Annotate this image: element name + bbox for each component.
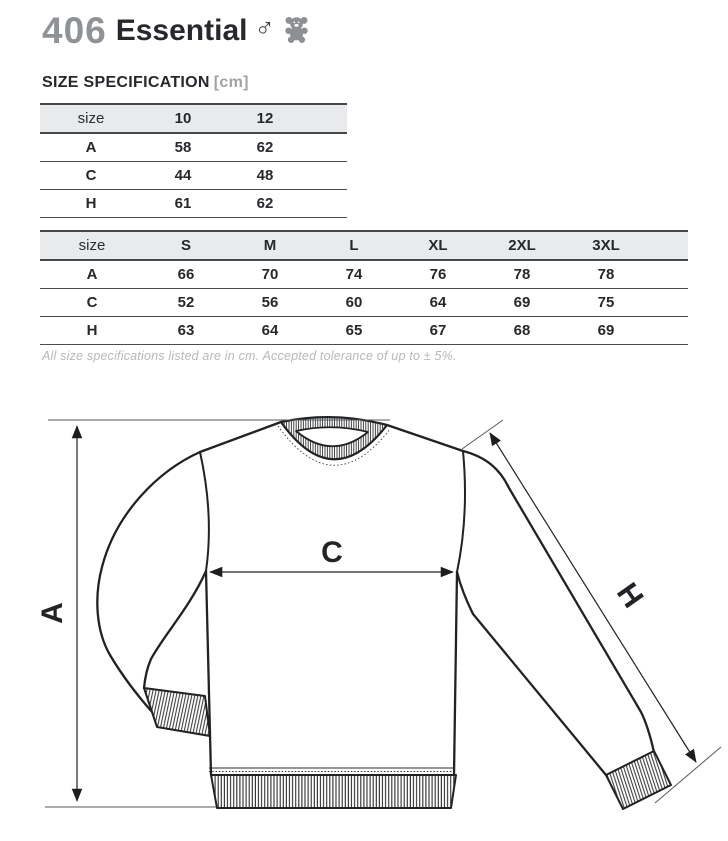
column-header: M [228,231,312,260]
adults-size-table [40,230,688,345]
column-header: 12 [224,104,306,133]
row-label: A [40,260,144,289]
column-header-size: size [40,231,144,260]
table-cell: 78 [564,260,648,289]
column-header: S [144,231,228,260]
spacer-cell [306,133,347,162]
table-cell: 61 [142,190,224,218]
table-cell: 62 [224,133,306,162]
spacer-cell [306,162,347,190]
product-name: Essential [115,13,248,47]
left-cuff [144,688,210,736]
table-header-row [40,104,347,133]
spacer-cell [306,190,347,218]
section-title: SIZE SPECIFICATION [42,74,210,91]
column-header: 3XL [564,231,648,260]
table-cell: 78 [480,260,564,289]
table-cell: 65 [312,317,396,345]
table-cell: 64 [396,289,480,317]
table-cell: 69 [564,317,648,345]
column-header: 10 [142,104,224,133]
dimension-a [36,420,390,807]
page-title [42,12,310,49]
table-row [40,162,347,190]
dimension-c [210,536,453,572]
teddy-bear-icon [283,15,310,48]
collar [278,417,390,465]
male-icon: ♂ [254,13,275,43]
dimension-label-a: A [36,602,69,624]
table-cell: 64 [228,317,312,345]
table-cell: 60 [312,289,396,317]
table-cell: 48 [224,162,306,190]
table-cell: 67 [396,317,480,345]
table-cell: 69 [480,289,564,317]
section-heading [42,74,249,92]
table-row [40,190,347,218]
table-row [40,260,688,289]
kids-size-table [40,103,347,218]
dimension-label-c: C [321,536,343,569]
unit-label: [cm] [213,74,249,91]
tolerance-footnote: All size specifications listed are in cm. Accepted tolerance of up to ± 5%. [42,349,457,363]
spacer-cell [306,104,347,133]
spacer-cell [648,289,688,317]
spacer-cell [648,260,688,289]
row-label: C [40,162,142,190]
table-cell: 76 [396,260,480,289]
table-cell: 74 [312,260,396,289]
dimension-label-h: H [610,577,650,614]
row-label: H [40,190,142,218]
table-cell: 52 [144,289,228,317]
table-cell: 66 [144,260,228,289]
column-header: 2XL [480,231,564,260]
spacer-cell [648,231,688,260]
sweatshirt-diagram [0,395,728,841]
table-cell: 44 [142,162,224,190]
table-cell: 68 [480,317,564,345]
column-header: XL [396,231,480,260]
row-label: C [40,289,144,317]
table-header-row [40,231,688,260]
dimension-h [462,420,721,803]
table-cell: 58 [142,133,224,162]
table-cell: 70 [228,260,312,289]
column-header-size: size [40,104,142,133]
row-label: H [40,317,144,345]
table-cell: 63 [144,317,228,345]
table-cell: 62 [224,190,306,218]
row-label: A [40,133,142,162]
table-row [40,317,688,345]
table-cell: 56 [228,289,312,317]
product-number: 406 [42,10,107,51]
table-row [40,133,347,162]
right-cuff [606,751,671,809]
hem-band [209,768,456,808]
table-cell: 75 [564,289,648,317]
column-header: L [312,231,396,260]
spacer-cell [648,317,688,345]
table-row [40,289,688,317]
